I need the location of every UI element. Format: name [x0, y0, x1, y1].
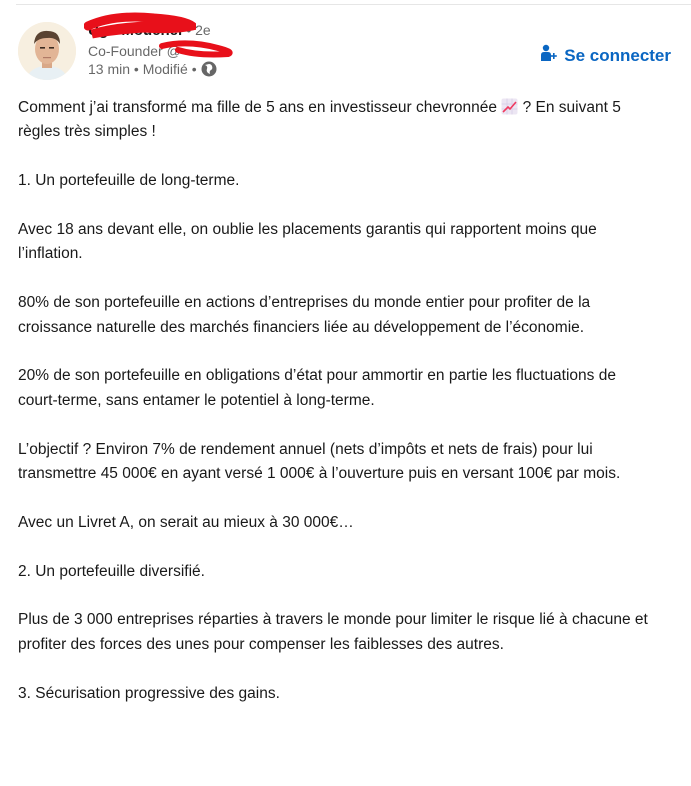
post-body: [18, 96, 658, 730]
connect-button[interactable]: [540, 44, 671, 67]
avatar-photo: [18, 22, 76, 80]
post-header: [18, 18, 691, 88]
author-name[interactable]: Ugo Mouchel: [88, 22, 183, 39]
post-paragraph: 3. Sécurisation progressive des gains.: [18, 684, 280, 702]
chart-increasing-icon: [501, 98, 518, 115]
redaction-scribble: [84, 12, 196, 40]
connect-label: Se connecter: [564, 45, 671, 65]
post-paragraph: Avec 18 ans devant elle, on oublie les placements garantis qui rapportent moins que l’inflation.: [18, 221, 597, 263]
avatar[interactable]: [18, 22, 76, 80]
post-paragraph: Avec un Livret A, on serait au mieux à 30 000€…: [18, 513, 354, 531]
person-add-icon: [540, 44, 558, 67]
post-paragraph: 20% de son portefeuille en obligations d’état pour ammortir en partie les fluctuations de court-terme, sans entamer le potentiel à long-terme.: [18, 367, 616, 409]
redaction-scribble: [158, 38, 236, 60]
connection-degree: • 2e: [186, 22, 211, 38]
post-paragraph: 1. Un portefeuille de long-terme.: [18, 172, 240, 190]
post-paragraph: Plus de 3 000 entreprises réparties à travers le monde pour limiter le risque lié à chacune et profiter des forces des unes pour compenser les faiblesses des autres.: [18, 611, 648, 653]
post-paragraph: 2. Un portefeuille diversifié.: [18, 562, 205, 580]
author-headline: Co-Founder @: [88, 43, 181, 59]
divider: [16, 4, 691, 5]
post-paragraph: L’objectif ? Environ 7% de rendement annuel (nets d’impôts et nets de frais) pour lui transmettre 45 000€ en ayant versé 1 000€ à l’ouverture puis en versant 100€ par mois.: [18, 440, 621, 483]
globe-icon: [201, 61, 217, 77]
post-paragraph: 80% de son portefeuille en actions d’entreprises du monde entier pour profiter de la croissance naturelle des marchés financiers liée au développement de l’économie.: [18, 294, 591, 336]
post-time: 13 min • Modifié •: [88, 61, 197, 77]
post-paragraph: Comment j’ai transformé ma fille de 5 ans en investisseur chevronnée ? En suivant 5 règles très simples !: [18, 99, 621, 141]
